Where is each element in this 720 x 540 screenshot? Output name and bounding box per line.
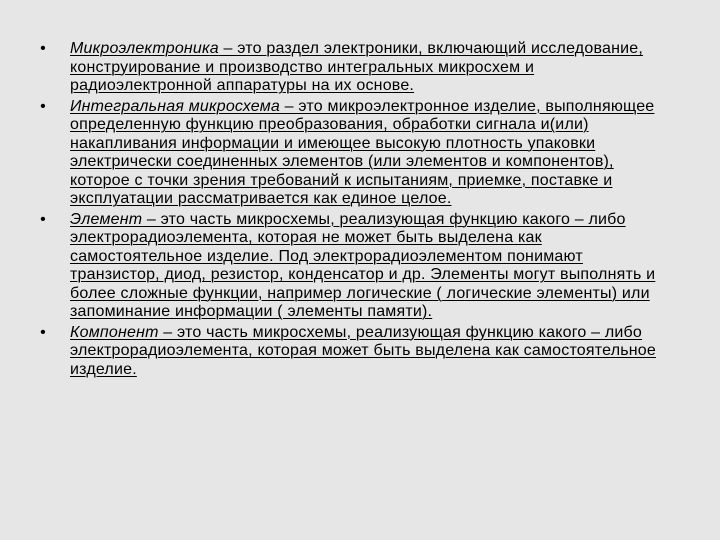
term-integrated-circuit: Интегральная микросхема xyxy=(70,97,280,115)
definition-integrated-circuit xyxy=(36,98,676,209)
definition-text: – это микроэлектронное изделие, выполняющее определенную функцию преобразования, обработки сигнала и(или) накапливания информации и имеющее высокую плотность упаковки электрически соединенных элементов (или элементов и компонентов), которое с точки зрения требований к испытаниям, приемке, поставке и эксплуатации рассматривается как единое целое. xyxy=(70,97,655,207)
term-component: Компонент xyxy=(70,323,159,341)
term-element: Элемент xyxy=(70,210,143,228)
definition-microelectronics xyxy=(36,40,676,96)
definition-element xyxy=(36,211,676,322)
bullet-icon: • xyxy=(40,40,46,57)
term-microelectronics: Микроэлектроника xyxy=(70,40,219,57)
bullet-icon: • xyxy=(40,323,46,341)
definitions-list xyxy=(36,40,676,381)
definition-component xyxy=(36,324,676,380)
definition-text: – это раздел электроники, включающий исследование, конструирование и производство интегральных микросхем и радиоэлектронной аппаратуры на их основе. xyxy=(70,40,643,94)
bullet-icon: • xyxy=(40,210,46,228)
definition-text: – это часть микросхемы, реализующая функцию какого – либо электрорадиоэлемента, которая может быть выделена как самостоятельное изделие. xyxy=(70,323,656,378)
bullet-icon: • xyxy=(40,97,46,115)
definition-text: – это часть микросхемы, реализующая функцию какого – либо электрорадиоэлемента, которая не может быть выделена как самостоятельное изделие. Под электрорадиоэлементом понимают транзистор, диод, резистор, конденсатор и др. Элементы могут выполнять и более сложные функции, например логические ( логические элементы) или запоминание информации ( элементы памяти). xyxy=(70,210,656,320)
